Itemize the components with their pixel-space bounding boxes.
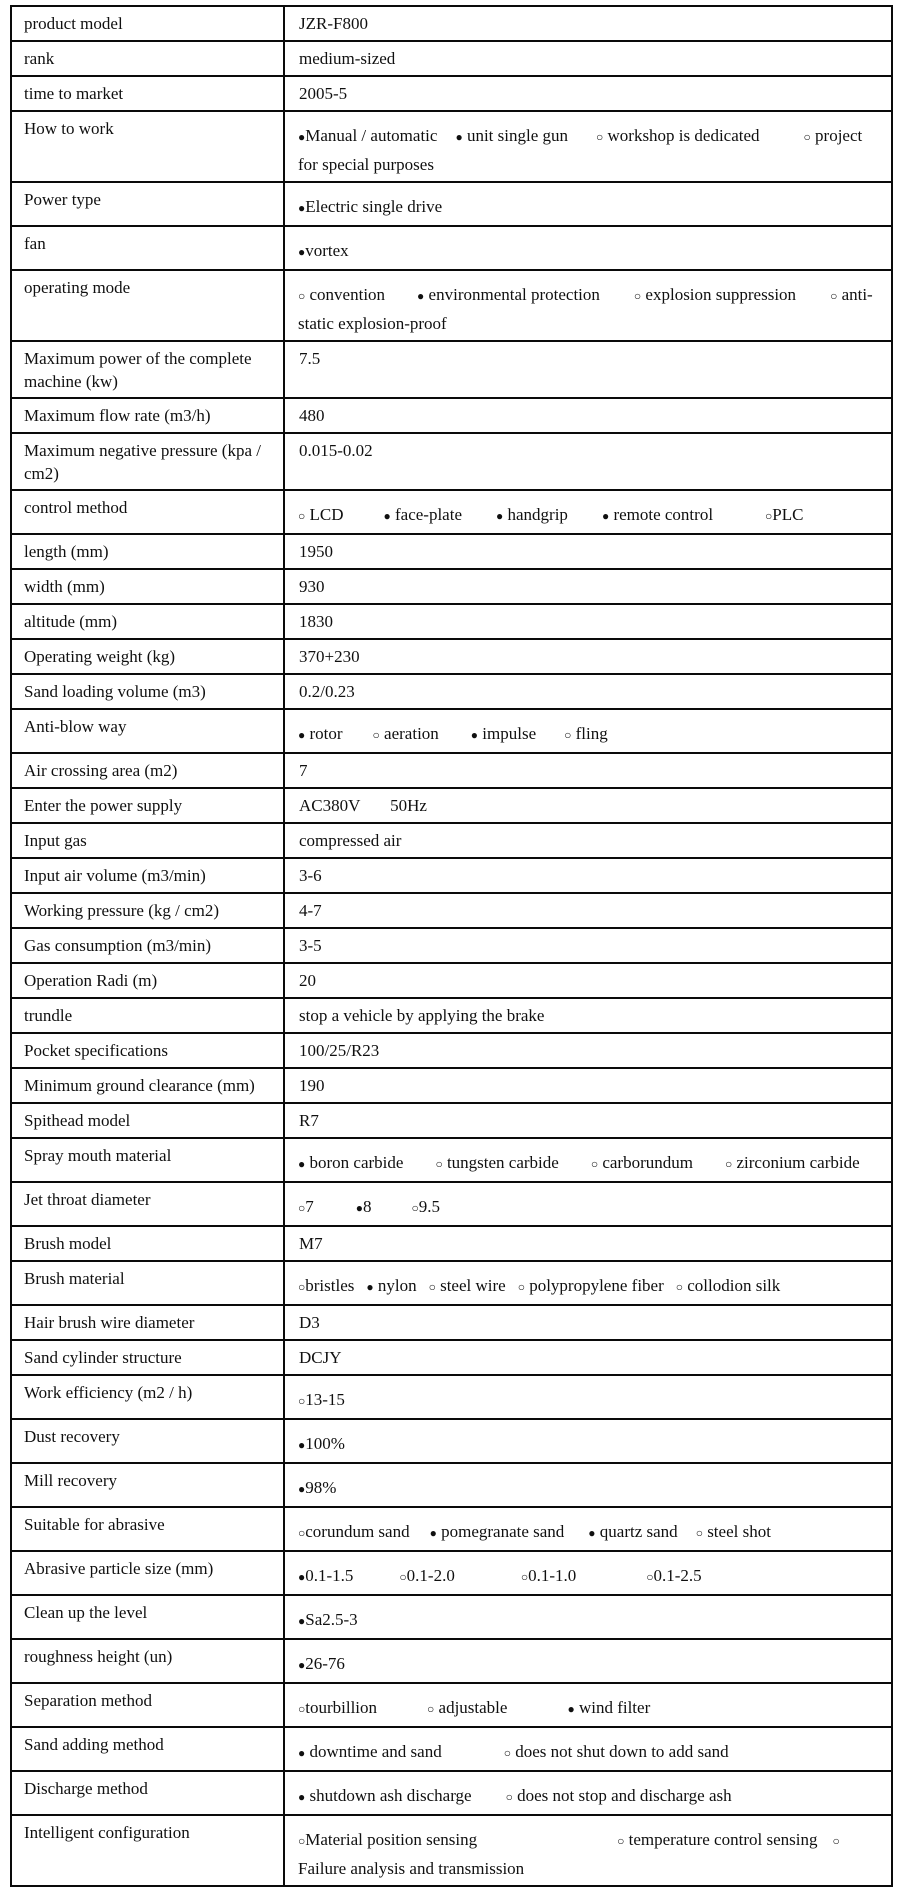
option-marker-filled-icon: ●	[298, 245, 306, 259]
option-marker-empty-icon: ○	[517, 1280, 525, 1294]
row-label: Sand adding method	[11, 1727, 284, 1771]
table-row	[11, 674, 892, 709]
row-value: 7.5	[284, 341, 892, 398]
table-row	[11, 963, 892, 998]
table-row	[11, 433, 892, 490]
row-value	[284, 1463, 892, 1507]
spec-table-body	[11, 6, 892, 1886]
row-value: 930	[284, 569, 892, 604]
table-row	[11, 1683, 892, 1727]
row-label: Pocket specifications	[11, 1033, 284, 1068]
option-marker-empty-icon: ○	[298, 1280, 306, 1294]
option-marker-empty-icon: ○	[520, 1570, 529, 1584]
option-marker-filled-icon: ●	[298, 728, 306, 742]
option: ●8	[355, 1197, 372, 1216]
row-value: 1950	[284, 534, 892, 569]
option-marker-empty-icon: ○	[298, 1201, 306, 1215]
option-marker-filled-icon: ●	[298, 130, 306, 144]
row-label: Minimum ground clearance (mm)	[11, 1068, 284, 1103]
table-row	[11, 858, 892, 893]
option: ● rotor	[298, 724, 343, 743]
row-label: Hair brush wire diameter	[11, 1305, 284, 1340]
row-value: medium-sized	[284, 41, 892, 76]
row-value: 370+230	[284, 639, 892, 674]
row-label: Abrasive particle size (mm)	[11, 1551, 284, 1595]
option-marker-filled-icon: ●	[298, 1438, 306, 1452]
option-marker-filled-icon: ●	[470, 728, 479, 742]
table-row	[11, 534, 892, 569]
row-label: operating mode	[11, 270, 284, 341]
option: ● boron carbide	[298, 1153, 404, 1172]
option-marker-empty-icon: ○	[695, 1526, 703, 1540]
row-value	[284, 226, 892, 270]
option: ● unit single gun	[455, 126, 568, 145]
table-row	[11, 1639, 892, 1683]
option-marker-filled-icon: ●	[366, 1280, 374, 1294]
row-value: DCJY	[284, 1340, 892, 1375]
row-label: Operating weight (kg)	[11, 639, 284, 674]
row-value	[284, 1771, 892, 1815]
option: ○Material position sensing	[298, 1830, 478, 1849]
table-row	[11, 1463, 892, 1507]
option-marker-empty-icon: ○	[411, 1201, 419, 1215]
row-label: Separation method	[11, 1683, 284, 1727]
option-marker-empty-icon: ○	[646, 1570, 654, 1584]
option: ●100%	[298, 1434, 345, 1453]
table-row	[11, 1182, 892, 1226]
row-value: JZR-F800	[284, 6, 892, 41]
option: ●26-76	[298, 1654, 345, 1673]
option-marker-empty-icon: ○	[505, 1790, 513, 1804]
option-marker-empty-icon: ○	[399, 1570, 407, 1584]
row-value	[284, 270, 892, 341]
option: ○corundum sand	[298, 1522, 410, 1541]
option-marker-filled-icon: ●	[455, 130, 463, 144]
row-value: 100/25/R23	[284, 1033, 892, 1068]
option: ●Manual / automatic	[298, 126, 438, 145]
row-label: fan	[11, 226, 284, 270]
option: ○ project for special purposes	[298, 126, 863, 174]
row-value: D3	[284, 1305, 892, 1340]
row-label: Brush model	[11, 1226, 284, 1261]
option: ○PLC	[765, 505, 804, 524]
row-label: Spithead model	[11, 1103, 284, 1138]
row-value	[284, 709, 892, 753]
option: ○ collodion silk	[675, 1276, 781, 1295]
row-value: 480	[284, 398, 892, 433]
row-label: roughness height (un)	[11, 1639, 284, 1683]
row-label: trundle	[11, 998, 284, 1033]
table-row	[11, 41, 892, 76]
row-value	[284, 1815, 892, 1886]
option: ○ LCD	[298, 505, 344, 524]
row-value	[284, 182, 892, 226]
row-label: Suitable for abrasive	[11, 1507, 284, 1551]
table-row	[11, 753, 892, 788]
row-value	[284, 1507, 892, 1551]
option: ○0.1-2.5	[646, 1566, 702, 1585]
option: ○bristles	[298, 1276, 355, 1295]
option: ●98%	[298, 1478, 337, 1497]
option-marker-empty-icon: ○	[803, 130, 811, 144]
row-label: Sand loading volume (m3)	[11, 674, 284, 709]
option: ○0.1-1.0	[520, 1566, 577, 1585]
table-row	[11, 1551, 892, 1595]
row-label: Intelligent configuration	[11, 1815, 284, 1886]
table-row	[11, 111, 892, 182]
row-value: AC380V 50Hz	[284, 788, 892, 823]
row-label: Air crossing area (m2)	[11, 753, 284, 788]
row-label: Maximum flow rate (m3/h)	[11, 398, 284, 433]
row-label: Maximum power of the complete machine (kw)	[11, 341, 284, 398]
option: ○ workshop is dedicated	[596, 126, 760, 145]
row-label: product model	[11, 6, 284, 41]
table-row	[11, 1261, 892, 1305]
row-value: 7	[284, 753, 892, 788]
row-label: control method	[11, 490, 284, 534]
option: ○ explosion suppression	[633, 285, 797, 304]
option-marker-empty-icon: ○	[564, 728, 572, 742]
option: ● environmental protection	[417, 285, 600, 304]
option-marker-empty-icon: ○	[435, 1157, 443, 1171]
row-value	[284, 1727, 892, 1771]
row-label: time to market	[11, 76, 284, 111]
row-label: Input air volume (m3/min)	[11, 858, 284, 893]
row-value: 2005-5	[284, 76, 892, 111]
table-row	[11, 1103, 892, 1138]
table-row	[11, 270, 892, 341]
table-row	[11, 1340, 892, 1375]
option-marker-filled-icon: ●	[298, 1746, 306, 1760]
table-row	[11, 1226, 892, 1261]
row-value	[284, 1551, 892, 1595]
table-row	[11, 569, 892, 604]
option: ○0.1-2.0	[399, 1566, 455, 1585]
option-marker-empty-icon: ○	[298, 1394, 306, 1408]
option-marker-empty-icon: ○	[298, 1834, 306, 1848]
row-value	[284, 111, 892, 182]
option-marker-empty-icon: ○	[675, 1280, 683, 1294]
table-row	[11, 1033, 892, 1068]
table-row	[11, 182, 892, 226]
option-marker-empty-icon: ○	[830, 289, 838, 303]
row-label: Clean up the level	[11, 1595, 284, 1639]
option: ○ carborundum	[590, 1153, 693, 1172]
row-value	[284, 490, 892, 534]
option: ○9.5	[411, 1197, 440, 1216]
row-value	[284, 1419, 892, 1463]
row-value	[284, 1182, 892, 1226]
row-label: Spray mouth material	[11, 1138, 284, 1182]
row-label: Discharge method	[11, 1771, 284, 1815]
option-marker-empty-icon: ○	[596, 130, 604, 144]
option-marker-filled-icon: ●	[298, 1790, 306, 1804]
option: ○ fling	[564, 724, 608, 743]
option-marker-filled-icon: ●	[298, 1482, 306, 1496]
row-label: rank	[11, 41, 284, 76]
option: ○ anti-static explosion-proof	[298, 285, 873, 333]
table-row	[11, 76, 892, 111]
row-value	[284, 1138, 892, 1182]
row-value: 1830	[284, 604, 892, 639]
row-value	[284, 1683, 892, 1727]
table-row	[11, 604, 892, 639]
option-marker-filled-icon: ●	[298, 201, 306, 215]
row-label: Input gas	[11, 823, 284, 858]
option-marker-empty-icon: ○	[832, 1834, 840, 1848]
table-row	[11, 1138, 892, 1182]
row-label: altitude (mm)	[11, 604, 284, 639]
option-marker-empty-icon: ○	[617, 1834, 625, 1848]
option-marker-empty-icon: ○	[765, 509, 773, 523]
table-row	[11, 490, 892, 534]
option: ●Sa2.5-3	[298, 1610, 358, 1629]
row-value: stop a vehicle by applying the brake	[284, 998, 892, 1033]
option: ● nylon	[366, 1276, 417, 1295]
option: ● remote control	[601, 505, 714, 524]
row-value	[284, 1639, 892, 1683]
row-value: M7	[284, 1226, 892, 1261]
option-marker-empty-icon: ○	[590, 1157, 599, 1171]
option: ○ zirconium carbide	[724, 1153, 860, 1172]
option: ○7	[298, 1197, 314, 1216]
table-row	[11, 1815, 892, 1886]
row-label: Mill recovery	[11, 1463, 284, 1507]
table-row	[11, 998, 892, 1033]
option-marker-filled-icon: ●	[429, 1526, 437, 1540]
option: ● wind filter	[567, 1698, 651, 1717]
table-row	[11, 893, 892, 928]
option: ○ aeration	[372, 724, 439, 743]
row-value: R7	[284, 1103, 892, 1138]
table-row	[11, 1375, 892, 1419]
option: ○ Failure analysis and transmission	[298, 1834, 840, 1878]
table-row	[11, 823, 892, 858]
option: ○13-15	[298, 1390, 345, 1409]
option-marker-empty-icon: ○	[633, 289, 642, 303]
option: ○tourbillion	[298, 1698, 378, 1717]
table-row	[11, 1727, 892, 1771]
table-row	[11, 1507, 892, 1551]
table-row	[11, 928, 892, 963]
option-marker-filled-icon: ●	[298, 1614, 306, 1628]
row-value: 20	[284, 963, 892, 998]
option-marker-filled-icon: ●	[588, 1526, 596, 1540]
row-value: 0.2/0.23	[284, 674, 892, 709]
spec-table	[10, 5, 893, 1887]
option-marker-empty-icon: ○	[298, 1702, 306, 1716]
row-label: Anti-blow way	[11, 709, 284, 753]
option-marker-empty-icon: ○	[724, 1157, 733, 1171]
row-label: Work efficiency (m2 / h)	[11, 1375, 284, 1419]
option: ● quartz sand	[588, 1522, 678, 1541]
option: ● downtime and sand	[298, 1742, 442, 1761]
option-marker-filled-icon: ●	[298, 1157, 306, 1171]
option: ●Electric single drive	[298, 197, 443, 216]
option: ● handgrip	[496, 505, 568, 524]
option-marker-empty-icon: ○	[372, 728, 380, 742]
option: ○ adjustable	[427, 1698, 508, 1717]
row-label: Operation Radi (m)	[11, 963, 284, 998]
option-marker-empty-icon: ○	[428, 1280, 436, 1294]
row-label: Gas consumption (m3/min)	[11, 928, 284, 963]
row-label: length (mm)	[11, 534, 284, 569]
table-row	[11, 709, 892, 753]
option: ○ does not shut down to add sand	[503, 1742, 729, 1761]
table-row	[11, 1419, 892, 1463]
option-marker-filled-icon: ●	[496, 509, 504, 523]
table-row	[11, 1595, 892, 1639]
option: ● pomegranate sand	[429, 1522, 565, 1541]
option-marker-filled-icon: ●	[298, 1570, 306, 1584]
row-value: 4-7	[284, 893, 892, 928]
row-label: Jet throat diameter	[11, 1182, 284, 1226]
row-label: Power type	[11, 182, 284, 226]
option: ● face-plate	[383, 505, 462, 524]
table-row	[11, 1771, 892, 1815]
table-row	[11, 226, 892, 270]
option-marker-empty-icon: ○	[427, 1702, 435, 1716]
option: ○ tungsten carbide	[435, 1153, 559, 1172]
table-row	[11, 341, 892, 398]
option: ●vortex	[298, 241, 349, 260]
option: ○ steel shot	[695, 1522, 771, 1541]
table-row	[11, 788, 892, 823]
row-label: Working pressure (kg / cm2)	[11, 893, 284, 928]
option-marker-empty-icon: ○	[298, 289, 306, 303]
row-value	[284, 1375, 892, 1419]
row-label: How to work	[11, 111, 284, 182]
option: ● shutdown ash discharge	[298, 1786, 472, 1805]
option-marker-empty-icon: ○	[503, 1746, 511, 1760]
option: ● impulse	[470, 724, 537, 743]
row-label: Enter the power supply	[11, 788, 284, 823]
option-marker-empty-icon: ○	[298, 509, 306, 523]
option: ○ temperature control sensing	[617, 1830, 818, 1849]
table-row	[11, 1068, 892, 1103]
option: ○ steel wire	[428, 1276, 506, 1295]
row-value: 190	[284, 1068, 892, 1103]
row-value	[284, 1261, 892, 1305]
row-value: 3-5	[284, 928, 892, 963]
option-marker-filled-icon: ●	[298, 1658, 306, 1672]
row-label: width (mm)	[11, 569, 284, 604]
option-marker-empty-icon: ○	[298, 1526, 306, 1540]
option-marker-filled-icon: ●	[355, 1201, 363, 1215]
option: ○ polypropylene fiber	[517, 1276, 664, 1295]
option: ○ does not stop and discharge ash	[505, 1786, 732, 1805]
row-value	[284, 1595, 892, 1639]
option: ○ convention	[298, 285, 386, 304]
table-row	[11, 639, 892, 674]
option: ●0.1-1.5	[298, 1566, 354, 1585]
option-marker-filled-icon: ●	[567, 1702, 575, 1716]
option-marker-filled-icon: ●	[417, 289, 425, 303]
row-label: Dust recovery	[11, 1419, 284, 1463]
row-label: Sand cylinder structure	[11, 1340, 284, 1375]
row-value: 0.015-0.02	[284, 433, 892, 490]
table-row	[11, 6, 892, 41]
option-marker-filled-icon: ●	[601, 509, 610, 523]
row-value: compressed air	[284, 823, 892, 858]
table-row	[11, 398, 892, 433]
row-label: Brush material	[11, 1261, 284, 1305]
row-value: 3-6	[284, 858, 892, 893]
table-row	[11, 1305, 892, 1340]
row-label: Maximum negative pressure (kpa / cm2)	[11, 433, 284, 490]
option-marker-filled-icon: ●	[383, 509, 391, 523]
